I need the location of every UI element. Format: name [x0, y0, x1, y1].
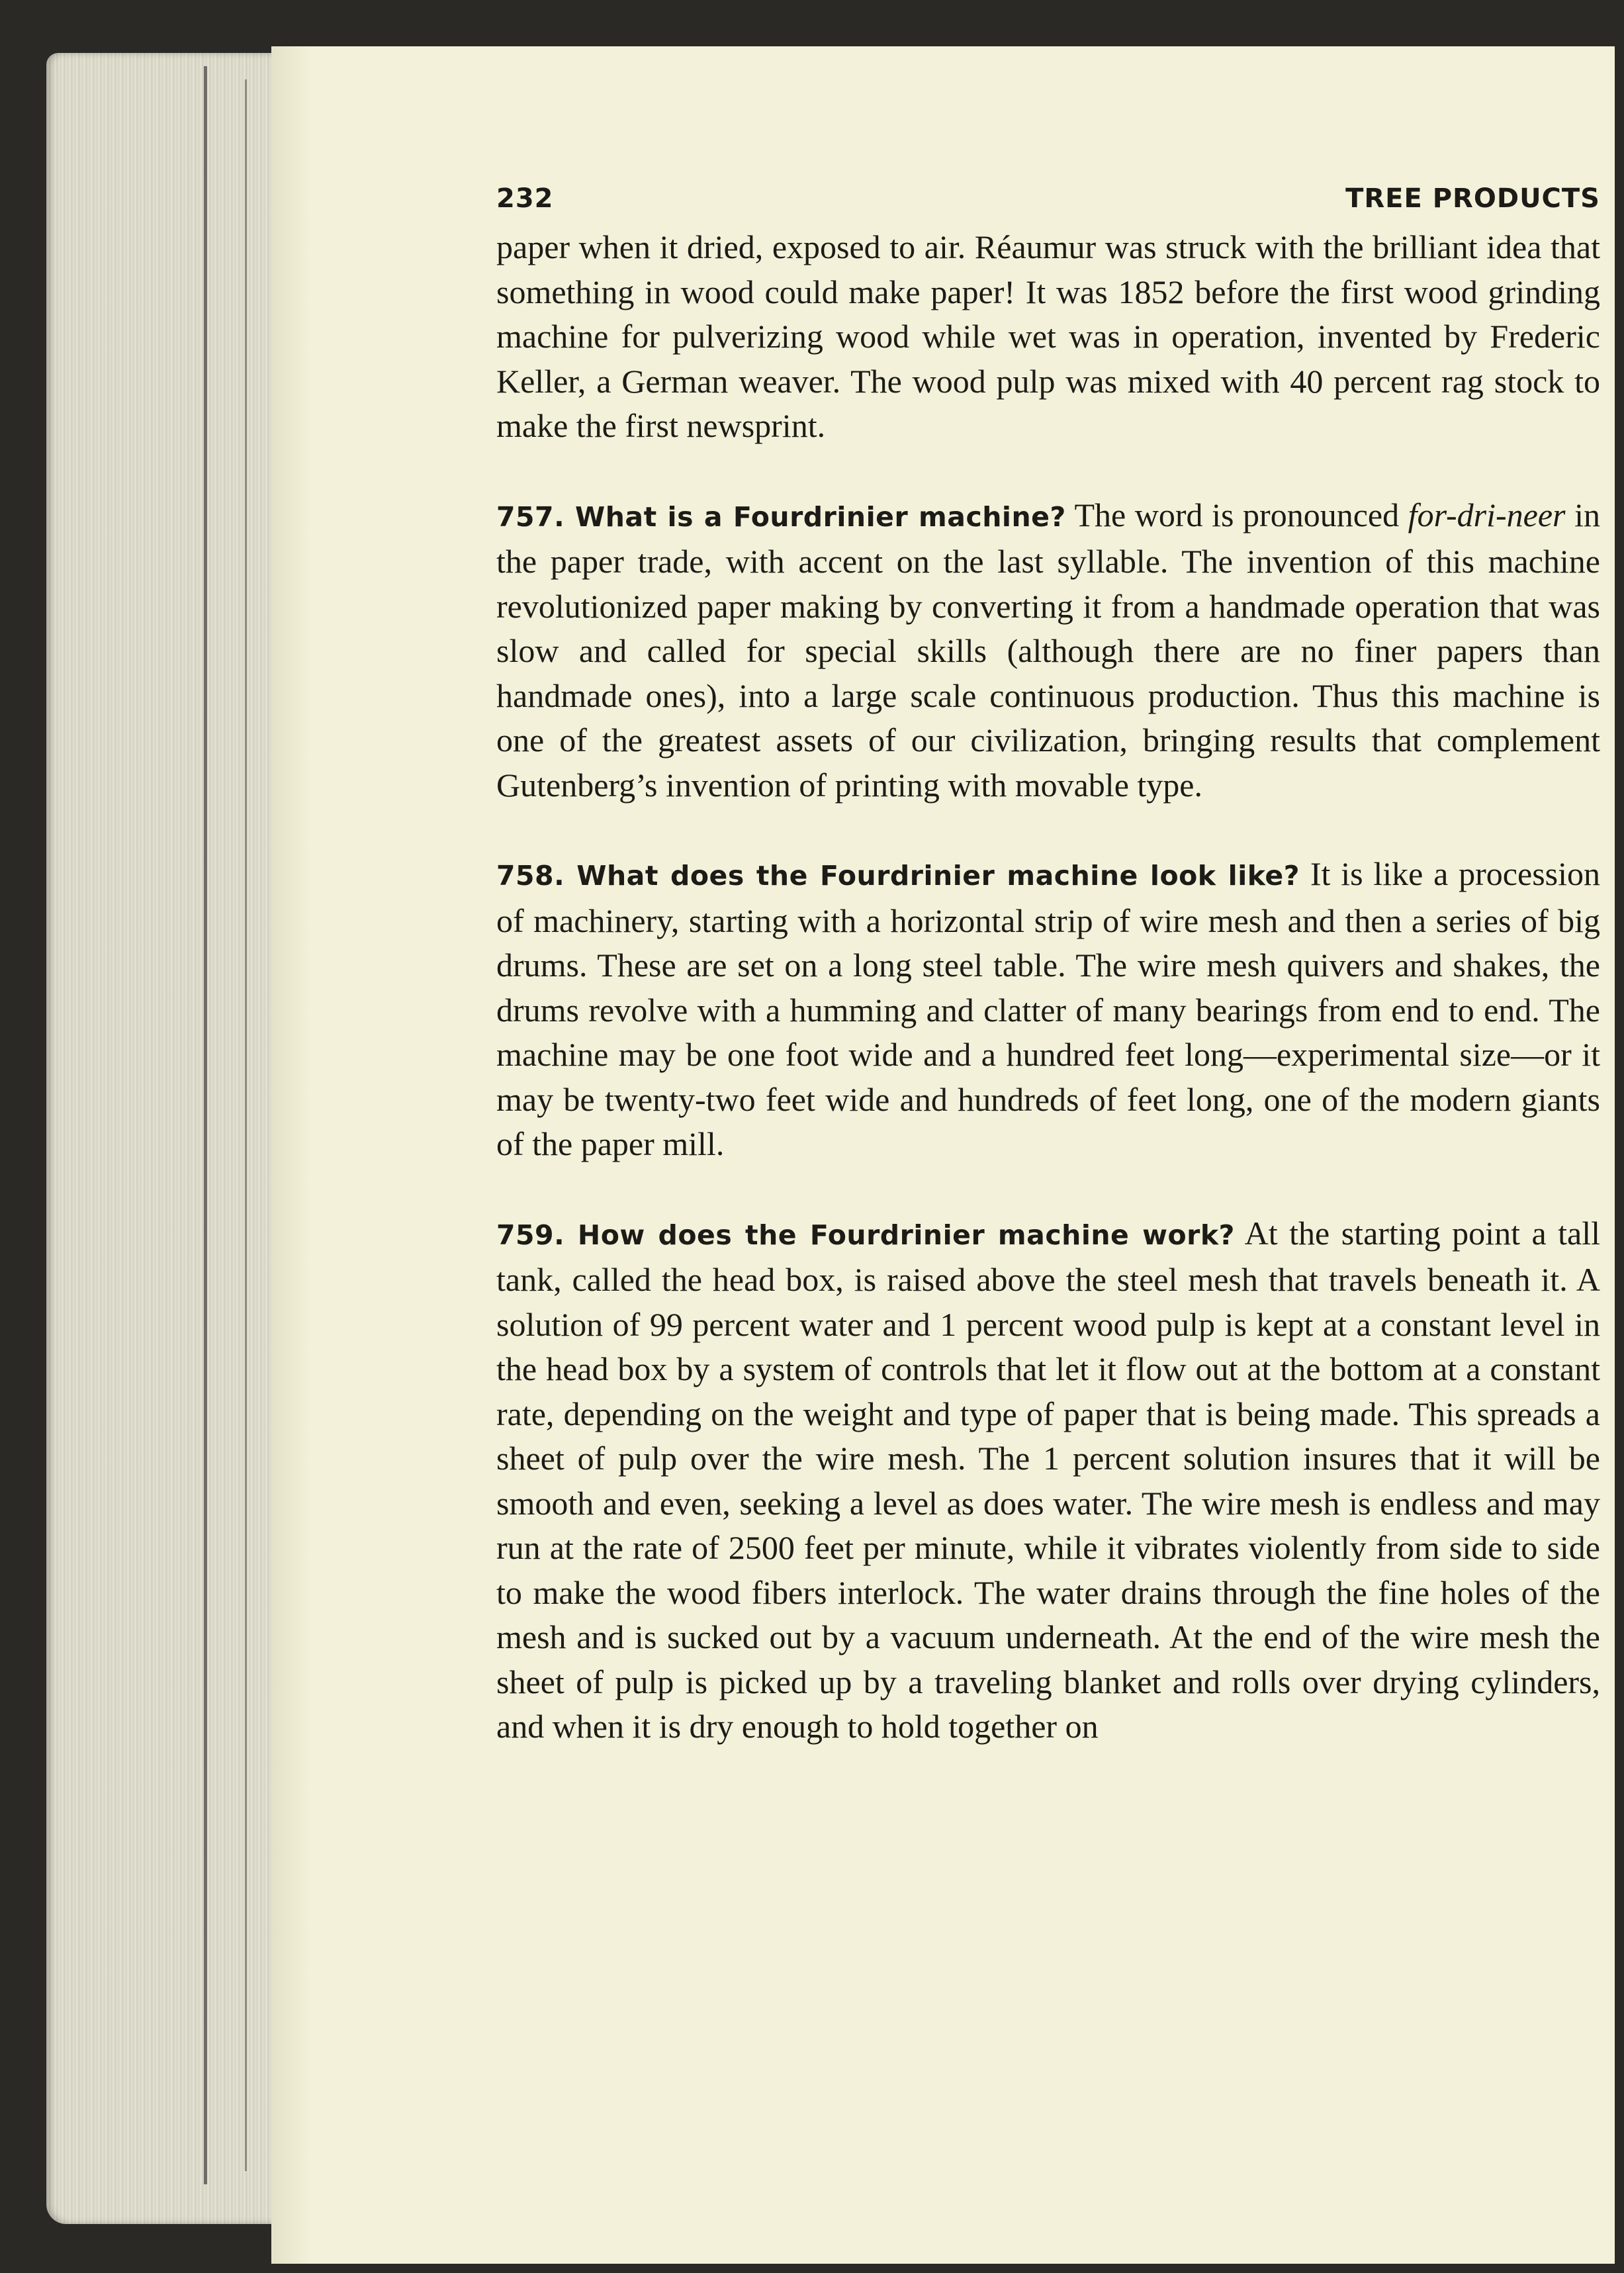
page-edges	[46, 53, 285, 2224]
pronunciation: for-dri-neer	[1408, 496, 1566, 533]
paragraph-759	[496, 1211, 1600, 1749]
page-number: 232	[496, 183, 554, 214]
answer-758: It is like a procession of machinery, starting with a horizontal strip of wire mesh and then a series of big drums. These are set on a long steel table. The wire mesh quivers and shakes, the drums revolve with a humming and clatter of many bearings from end to end. The machine may be one foot wide and a hundred feet long—experimental size—or it may be twenty-two feet wide and hundreds of feet long, one of the modern giants of the paper mill.	[496, 855, 1600, 1162]
answer-757-rest: in the paper trade, with accent on the last syllable. The invention of this machine revolutionized paper making by converting it from a handmade operation that was slow and called for special skills (although there are no finer papers than handmade ones), into a large scale continuous production. Thus this machine is one of the greatest assets of our civilization, bringing results that complement Gutenberg’s invention of printing with movable type.	[496, 496, 1601, 804]
answer-757-lead: The word is pronounced	[1074, 496, 1400, 533]
page-edge-line	[245, 79, 247, 2171]
book-page	[271, 46, 1615, 2264]
running-title: TREE PRODUCTS	[1345, 183, 1600, 214]
paragraph-intro: paper when it dried, exposed to air. Réaumur was struck with the brilliant idea that something in wood could make paper! It was 1852 before the first wood grinding machine for pulverizing wood while wet was in operation, invented by Frederic Keller, a German weaver. The wood pulp was mixed with 40 percent rag stock to make the first newsprint.	[496, 228, 1600, 444]
question-757: 757. What is a Fourdrinier machine?	[496, 500, 1066, 533]
paragraph-757	[496, 493, 1600, 808]
running-header	[496, 179, 1600, 218]
page-edge-line	[204, 66, 207, 2184]
question-759: 759. How does the Fourdrinier machine work?	[496, 1219, 1235, 1251]
page-text	[496, 179, 1600, 1794]
answer-759: At the starting point a tall tank, called the head box, is raised above the steel mesh that travels beneath it. A solution of 99 percent water and 1 percent wood pulp is kept at a constant level in the head box by a system of controls that let it flow out at the bottom at a constant rate, depending on the weight and type of paper that is being made. This spreads a sheet of pulp over the wire mesh. The 1 percent solution insures that it will be smooth and even, seeking a level as does water. The wire mesh is endless and may run at the rate of 2500 feet per minute, while it vibrates violently from side to side to make the wood fibers interlock. The water drains through the fine holes of the mesh and is sucked out by a vacuum underneath. At the end of the wire mesh the sheet of pulp is picked up by a traveling blanket and rolls over drying cylinders, and when it is dry enough to hold together on	[496, 1214, 1600, 1745]
question-758: 758. What does the Fourdrinier machine look like?	[496, 860, 1300, 892]
paragraph-758	[496, 852, 1600, 1167]
